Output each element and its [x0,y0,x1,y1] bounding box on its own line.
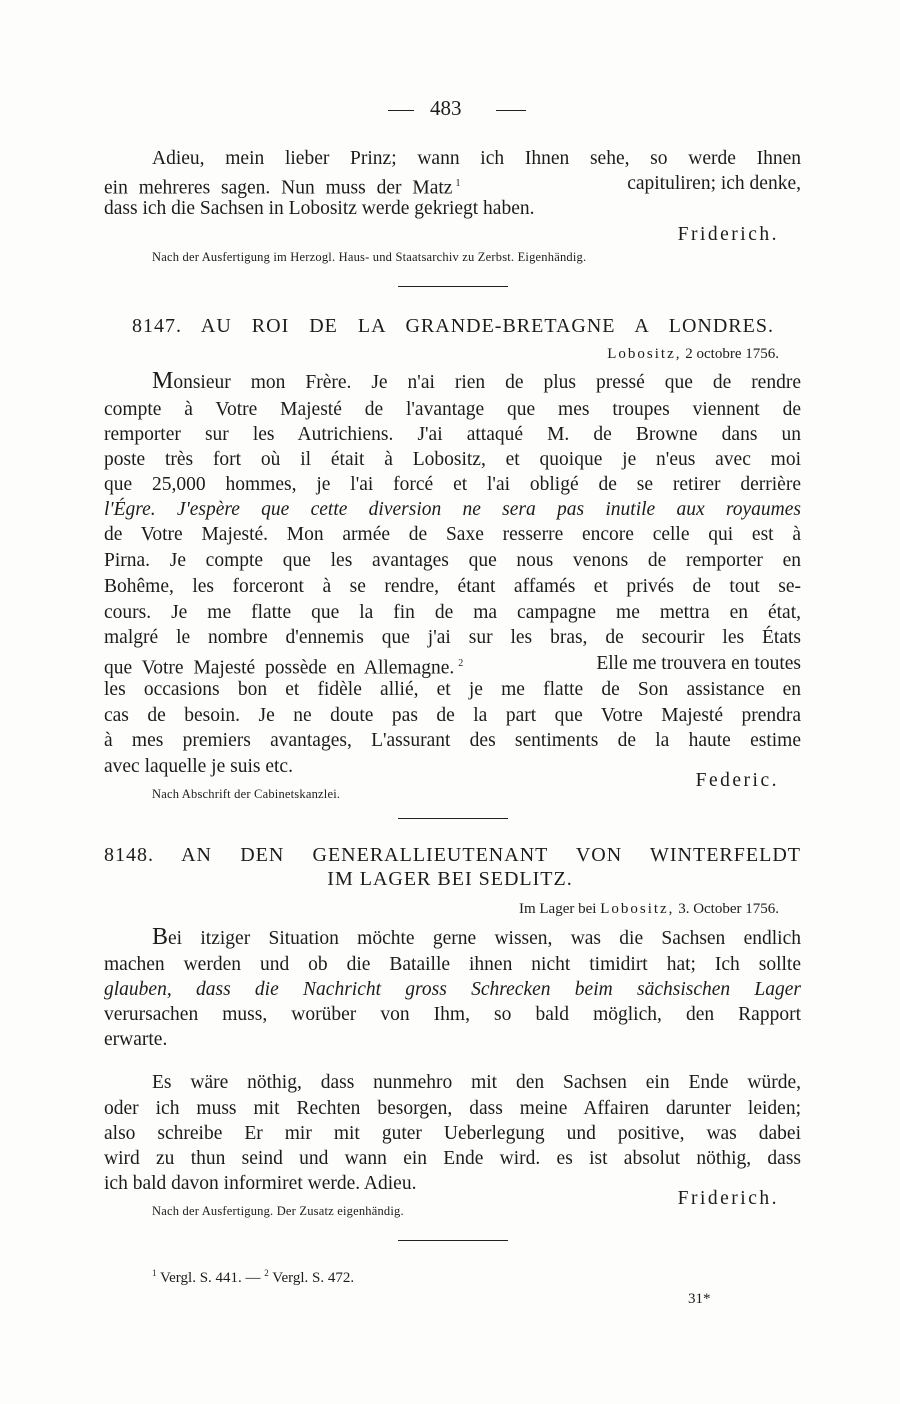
text-line: avec laquelle je suis etc. [104,756,293,777]
text-line: cours. Je me flatte que la fin de ma campagne me mettra en état, [104,602,801,623]
page-header [0,96,900,126]
text-line: l'Égre. J'espère que cette diversion ne sera pas inutile aux royaumes [104,499,801,520]
letter-dateline [607,346,779,363]
source-note: Nach Abschrift der Cabinetskanzlei. [152,787,341,801]
signature: Federic. [695,770,779,791]
text-line: verursachen muss, worüber von Ihm, so bald möglich, den Rapport [104,1004,801,1025]
text-line: also schreibe Er mir mit guter Ueberlegung und positive, was dabei [104,1123,801,1144]
place-name: Lobositz, [600,901,675,917]
footnote-ref: 1 [455,178,461,189]
text-line: Bohême, les forceront à se rendre, étant affamés et privés de tout se- [104,576,801,597]
text-line: cas de besoin. Je ne doute pas de la part que Votre Majesté prendra [104,705,801,726]
text-line: Adieu, mein lieber Prinz; wann ich Ihnen sehe, so werde Ihnen [152,148,801,169]
section-divider [398,818,508,819]
initial-letter: B [152,924,169,950]
date: 2 octobre 1756. [685,346,779,362]
header-rule-left [388,110,414,111]
text-fragment: capituliren; ich denke, [627,173,801,194]
text-line: dass ich die Sachsen in Lobositz werde gekriegt haben. [104,198,535,219]
text-line: remporter sur les Autrichiens. J'ai attaqué M. de Browne dans un [104,424,801,445]
text-line: compte à Votre Majesté de l'avantage que mes troupes viennent de [104,399,801,420]
footnote-mark: 1 [152,1268,157,1278]
text-line [152,369,801,395]
source-note: Nach der Ausfertigung. Der Zusatz eigenhändig. [152,1204,404,1218]
text-line: wird zu thun seind und wann ein Ende wird. es ist absolut nöthig, dass [104,1148,801,1169]
section-divider [398,1240,508,1241]
letter-heading-continued: IM LAGER BEI SEDLITZ. [327,868,573,890]
footnote-mark: 2 [264,1268,269,1278]
text-fragment: ein mehreres sagen. Nun muss der Matz [104,177,453,199]
initial-letter: M [152,368,174,394]
text-line: que 25,000 hommes, je l'ai forcé et l'ai obligé de se retirer derrière [104,474,801,495]
text-line: ich bald davon informiret werde. Adieu. [104,1173,417,1194]
text-fragment: Elle me trouvera en toutes [596,653,801,674]
text-line: oder ich muss mit Rechten besorgen, dass meine Affairen darunter leiden; [104,1098,801,1119]
text-line: les occasions bon et fidèle allié, et je me flatte de Son assistance en [104,679,801,700]
text-line: Es wäre nöthig, dass nunmehro mit den Sachsen ein Ende würde, [152,1072,801,1093]
text-line: poste très fort où il était à Lobositz, et quoique je n'eus avec moi [104,449,801,470]
signature: Friderich. [677,224,779,245]
footnote-text: Vergl. S. 472. [272,1270,355,1286]
footnote-text: Vergl. S. 441. — [159,1270,261,1286]
header-rule-right [496,110,526,111]
text-line: de Votre Majesté. Mon armée de Saxe resserre encore celle qui est à [104,524,801,545]
letter-dateline [519,901,779,918]
signature-mark: 31* [688,1291,711,1307]
text-fragment: onsieur mon Frère. Je n'ai rien de plus pressé que de rendre [173,372,801,393]
text-line: malgré le nombre d'ennemis que j'ai sur les bras, de secourir les États [104,627,801,648]
date: 3. October 1756. [678,901,779,917]
place-name: Lobositz, [607,346,682,362]
page-number: 483 [430,96,462,120]
footnotes [152,1268,354,1287]
letter-heading: 8148. AN DEN GENERALLIEUTENANT VON WINTERFELDT [104,844,801,866]
text-fragment: ei itziger Situation möchte gerne wissen, was die Sachsen endlich [168,928,801,949]
signature: Friderich. [677,1188,779,1209]
place-prefix: Im Lager bei [518,901,597,917]
source-note: Nach der Ausfertigung im Herzogl. Haus- und Staatsarchiv zu Zerbst. Eigenhändig. [152,250,587,264]
text-line: Pirna. Je compte que les avantages que nous venons de remporter en [104,550,801,571]
text-line: machen werden und ob die Bataille ihnen nicht timidirt hat; Ich sollte [104,954,801,975]
text-fragment: que Votre Majesté possède en Allemagne. [104,657,455,679]
text-line [152,925,801,951]
text-line: à mes premiers avantages, L'assurant des sentiments de la haute estime [104,730,801,751]
footnote-ref: 2 [458,658,464,669]
section-divider [398,286,508,287]
letter-heading: 8147. AU ROI DE LA GRANDE-BRETAGNE A LONDRES. [132,315,774,337]
text-line: erwarte. [104,1029,168,1050]
text-line: glauben, dass die Nachricht gross Schrecken beim sächsischen Lager [104,979,801,1000]
